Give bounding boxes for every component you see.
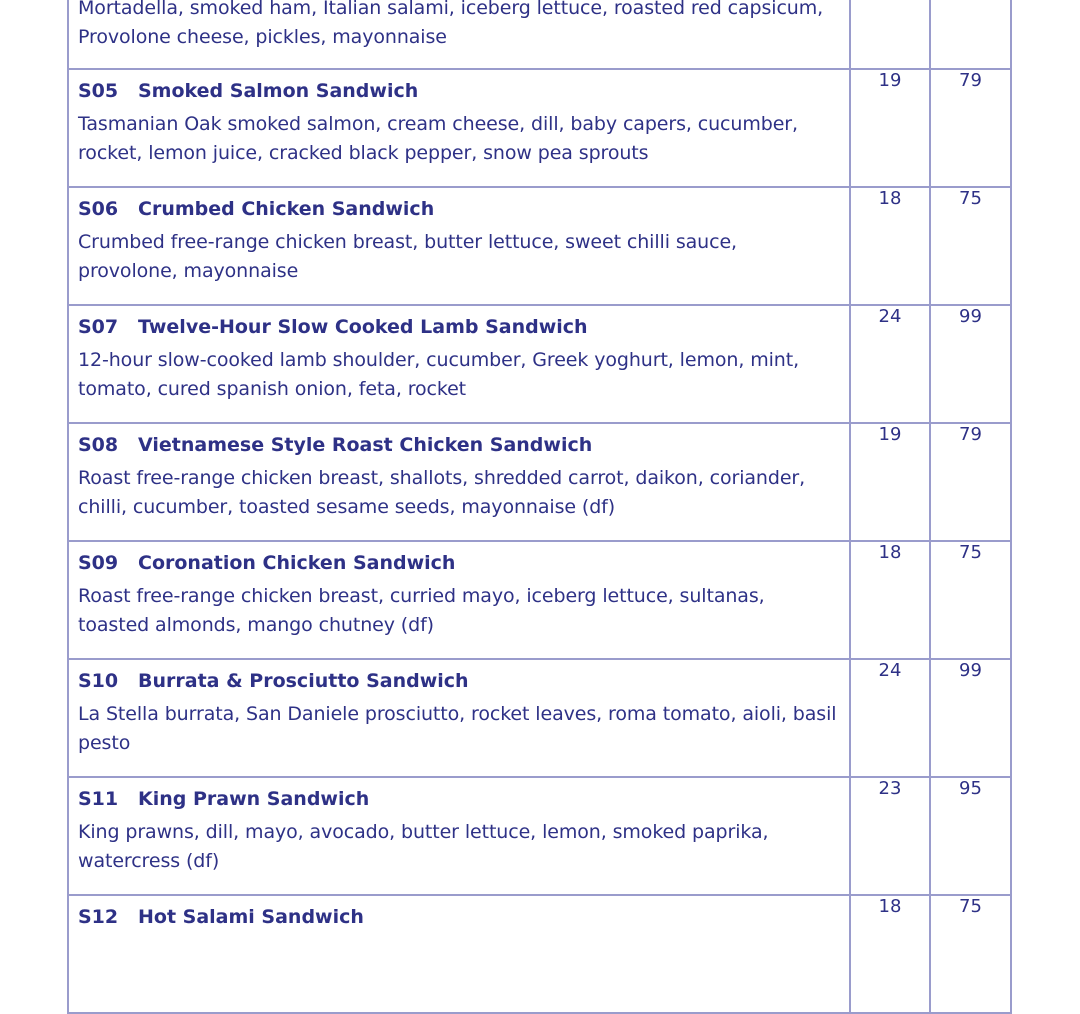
item-code: S07 bbox=[78, 316, 119, 338]
price-large: 75 bbox=[930, 895, 1011, 1013]
item-description: La Stella burrata, San Daniele prosciutto, rocket leaves, roma tomato, aioli, basil pesto bbox=[78, 703, 837, 754]
price-small: 18 bbox=[850, 895, 930, 1013]
menu-row bbox=[68, 777, 1011, 895]
item-title bbox=[78, 316, 839, 338]
item-code: S09 bbox=[78, 552, 119, 574]
price-small: 24 bbox=[850, 305, 930, 423]
item-description: Mortadella, smoked ham, Italian salami, iceberg lettuce, roasted red capsicum, Provolone cheese, pickles, mayonnaise bbox=[78, 0, 824, 48]
item-cell bbox=[68, 895, 850, 1013]
item-code: S05 bbox=[78, 80, 119, 102]
item-title bbox=[78, 670, 839, 692]
item-cell bbox=[68, 0, 850, 69]
price-large-cell bbox=[930, 0, 1011, 69]
menu-row bbox=[68, 659, 1011, 777]
item-code: S10 bbox=[78, 670, 119, 692]
price-large: 79 bbox=[930, 69, 1011, 187]
item-cell bbox=[68, 423, 850, 541]
item-title bbox=[78, 80, 839, 102]
item-description: Tasmanian Oak smoked salmon, cream cheese, dill, baby capers, cucumber, rocket, lemon juice, cracked black pepper, snow pea sprouts bbox=[78, 113, 798, 164]
item-cell bbox=[68, 305, 850, 423]
menu-row bbox=[68, 69, 1011, 187]
price-small: 23 bbox=[850, 777, 930, 895]
price-small-cell bbox=[850, 0, 930, 69]
item-name: Crumbed Chicken Sandwich bbox=[138, 198, 435, 220]
menu-row bbox=[68, 0, 1011, 69]
item-description: King prawns, dill, mayo, avocado, butter lettuce, lemon, smoked paprika, watercress (df) bbox=[78, 821, 769, 872]
item-code: S06 bbox=[78, 198, 119, 220]
price-small: 19 bbox=[850, 423, 930, 541]
price-small: 19 bbox=[850, 69, 930, 187]
price-small: 24 bbox=[850, 659, 930, 777]
item-cell bbox=[68, 187, 850, 305]
price-large: 95 bbox=[930, 777, 1011, 895]
item-name: Vietnamese Style Roast Chicken Sandwich bbox=[138, 434, 593, 456]
item-title bbox=[78, 788, 839, 810]
menu-row bbox=[68, 895, 1011, 1013]
item-cell bbox=[68, 777, 850, 895]
item-description: Crumbed free-range chicken breast, butter lettuce, sweet chilli sauce, provolone, mayonnaise bbox=[78, 231, 737, 282]
price-large: 99 bbox=[930, 659, 1011, 777]
item-title bbox=[78, 906, 839, 928]
item-cell bbox=[68, 541, 850, 659]
item-title bbox=[78, 434, 839, 456]
item-name: Burrata & Prosciutto Sandwich bbox=[138, 670, 469, 692]
item-description: Roast free-range chicken breast, curried mayo, iceberg lettuce, sultanas, toasted almonds, mango chutney (df) bbox=[78, 585, 765, 636]
item-name: Hot Salami Sandwich bbox=[138, 906, 364, 928]
price-small: 18 bbox=[850, 187, 930, 305]
menu-row bbox=[68, 423, 1011, 541]
item-name: Coronation Chicken Sandwich bbox=[138, 552, 456, 574]
price-large: 75 bbox=[930, 541, 1011, 659]
item-title bbox=[78, 198, 839, 220]
menu-row bbox=[68, 541, 1011, 659]
item-cell bbox=[68, 659, 850, 777]
price-large: 99 bbox=[930, 305, 1011, 423]
menu-row bbox=[68, 305, 1011, 423]
price-large: 79 bbox=[930, 423, 1011, 541]
item-name: Smoked Salmon Sandwich bbox=[138, 80, 419, 102]
item-name: King Prawn Sandwich bbox=[138, 788, 370, 810]
item-description: Roast free-range chicken breast, shallots, shredded carrot, daikon, coriander, chilli, cucumber, toasted sesame seeds, mayonnaise (df) bbox=[78, 467, 806, 518]
price-large: 75 bbox=[930, 187, 1011, 305]
item-title bbox=[78, 552, 839, 574]
item-cell bbox=[68, 69, 850, 187]
menu-row bbox=[68, 187, 1011, 305]
item-code: S08 bbox=[78, 434, 119, 456]
price-small: 18 bbox=[850, 541, 930, 659]
item-code: S11 bbox=[78, 788, 119, 810]
sandwich-menu-table bbox=[67, 0, 1012, 1014]
item-name: Twelve-Hour Slow Cooked Lamb Sandwich bbox=[138, 316, 588, 338]
item-description: 12-hour slow-cooked lamb shoulder, cucumber, Greek yoghurt, lemon, mint, tomato, cured spanish onion, feta, rocket bbox=[78, 349, 800, 400]
item-code: S12 bbox=[78, 906, 119, 928]
